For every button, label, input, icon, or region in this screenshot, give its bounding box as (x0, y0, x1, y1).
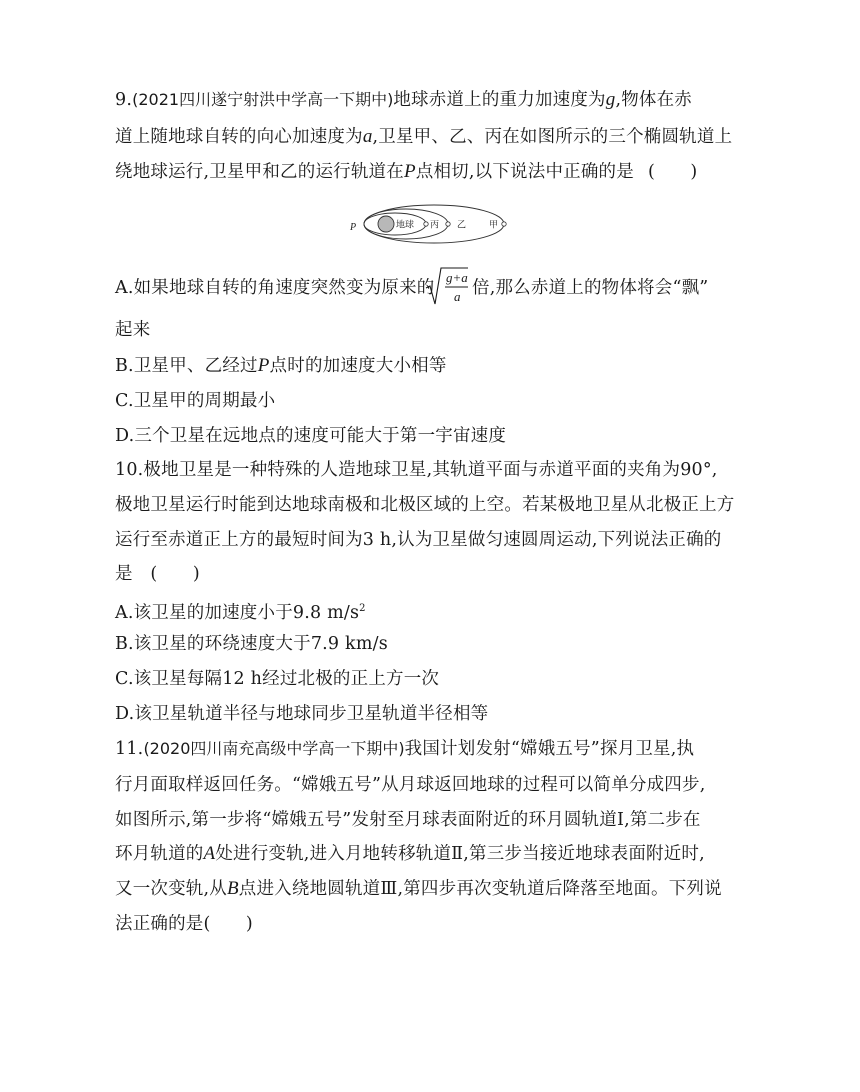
orbit-bing (364, 213, 426, 235)
q9-option-b: B.卫星甲、乙经过P点时的加速度大小相等 (115, 355, 447, 376)
q10-option-b: B.该卫星的环绕速度大于7.9 km/s (115, 634, 388, 654)
q11-line-3: 如图所示,第一步将“嫦娥五号”发射至月球表面附近的环月圆轨道Ⅰ,第二步在 (115, 810, 701, 830)
fraction-denominator: a (454, 289, 461, 304)
q9-option-c: C.卫星甲的周期最小 (115, 391, 276, 411)
q10-option-a: A.该卫星的加速度小于9.8 $m/s^2$ (115, 602, 366, 623)
q9-line-3: 绕地球运行,卫星甲和乙的运行轨道在P点相切,以下说法中正确的是 ( ) (115, 161, 698, 182)
q10-option-c: C.该卫星每隔12 h经过北极的正上方一次 (115, 669, 440, 689)
q9-option-a-part1: A.如果地球自转的角速度突然变为原来的 (115, 278, 435, 298)
satellite-yi-marker (446, 222, 450, 226)
q9-source: (2021四川遂宁射洪中学高一下期中) (132, 90, 394, 109)
q9-option-a-part3: 起来 (115, 320, 151, 340)
q9-option-d: D.三个卫星在远地点的速度可能大于第一宇宙速度 (115, 426, 507, 446)
diagram-label-bing: 丙 (430, 220, 440, 231)
diagram-label-yi: 乙 (457, 220, 467, 231)
q9-option-a-part2: 倍,那么赤道上的物体将会“飘” (472, 278, 709, 298)
q10-line-4: 是 ( ) (115, 564, 200, 584)
satellite-jia-marker (502, 222, 506, 226)
q11-line-4: 环月轨道的A处进行变轨,进入月地转移轨道Ⅱ,第三步当接近地球表面附近时, (115, 843, 705, 864)
q10-line-3: 运行至赤道正上方的最短时间为3 h,认为卫星做匀速圆周运动,下列说法正确的 (115, 530, 722, 550)
satellite-bing-marker (424, 222, 428, 226)
q10-option-d: D.该卫星轨道半径与地球同步卫星轨道半径相等 (115, 704, 489, 724)
diagram-label-earth: 地球 (396, 220, 415, 231)
q11-line-6: 法正确的是( ) (115, 914, 253, 934)
q10-line-1: 10.极地卫星是一种特殊的人造地球卫星,其轨道平面与赤道平面的夹角为90°, (115, 460, 718, 480)
q9-line-2: 道上随地球自转的向心加速度为a,卫星甲、乙、丙在如图所示的三个椭圆轨道上 (115, 126, 733, 147)
diagram-label-jia: 甲 (489, 220, 499, 231)
orbit-diagram (346, 200, 516, 248)
fraction-numerator: g+a (446, 270, 468, 285)
q11-line-2: 行月面取样返回任务。“嫦娥五号”从月球返回地球的过程可以简单分成四步, (115, 775, 706, 795)
q9-line-1: 9.(2021四川遂宁射洪中学高一下期中)地球赤道上的重力加速度为g,物体在赤 (115, 89, 692, 110)
q11-line-1: 11.(2020四川南充高级中学高一下期中)我国计划发射“嫦娥五号”探月卫星,执 (115, 739, 695, 759)
q11-line-5: 又一次变轨,从B点进入绕地圆轨道Ⅲ,第四步再次变轨道后降落至地面。下列说 (115, 878, 722, 899)
q10-line-2: 极地卫星运行时能到达地球南极和北极区域的上空。若某极地卫星从北极正上方 (115, 495, 735, 515)
diagram-label-p: P (350, 222, 357, 233)
q11-source: (2020四川南充高级中学高一下期中) (143, 739, 405, 758)
earth-circle (378, 216, 394, 232)
answer-paren: ( ) (647, 162, 698, 182)
